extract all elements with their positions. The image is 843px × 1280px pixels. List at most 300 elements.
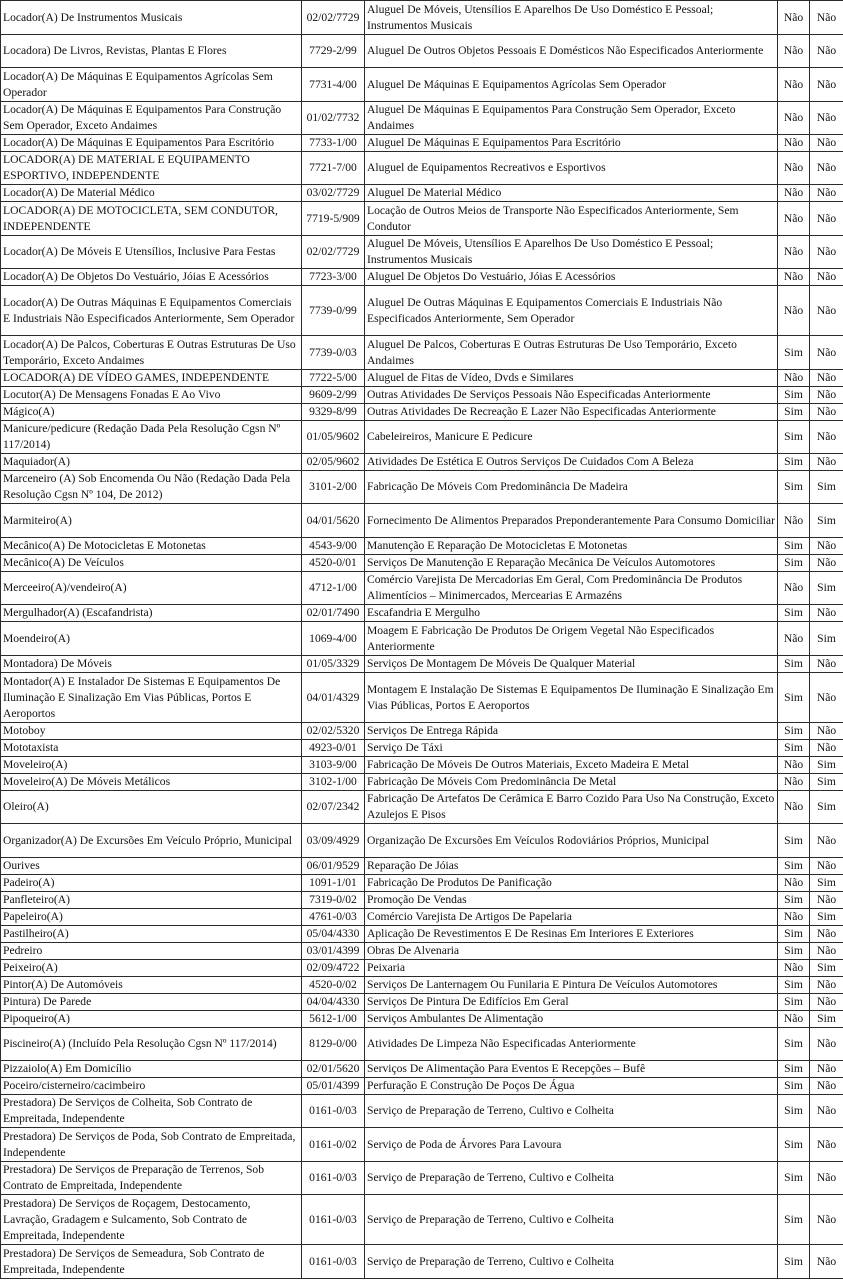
second-flag-cell: Não (810, 723, 843, 740)
occupation-cell: Moendeiro(A) (1, 622, 302, 656)
occupation-cell: Locador(A) De Material Médico (1, 185, 302, 202)
cnae-code-cell: 1069-4/00 (302, 622, 365, 656)
table-row (1, 1162, 843, 1195)
activity-cell: Locação de Outros Meios de Transporte Não Especificados Anteriormente, Sem Condutor (365, 202, 778, 236)
occupation-cell: Merceeiro(A)/vendeiro(A) (1, 572, 302, 605)
activity-cell: Aluguel De Palcos, Coberturas E Outras Estruturas De Uso Temporário, Exceto Andaimes (365, 336, 778, 370)
second-flag-cell: Não (810, 1095, 843, 1128)
occupation-cell: Locador(A) De Instrumentos Musicais (1, 1, 302, 35)
second-flag-cell: Não (810, 35, 843, 68)
table-row (1, 1128, 843, 1162)
second-flag-cell: Não (810, 202, 843, 236)
occupation-cell: Locador(A) De Máquinas E Equipamentos Para Escritório (1, 135, 302, 152)
second-flag-cell: Não (810, 977, 843, 994)
second-flag-cell: Não (810, 538, 843, 555)
occupation-cell: Maquiador(A) (1, 454, 302, 471)
table-row (1, 269, 843, 286)
occupation-cell: Mágico(A) (1, 404, 302, 421)
second-flag-cell: Não (810, 1195, 843, 1245)
table-row (1, 538, 843, 555)
second-flag-cell: Não (810, 454, 843, 471)
first-flag-cell: Não (778, 202, 810, 236)
first-flag-cell: Sim (778, 387, 810, 404)
activity-cell: Serviços De Pintura De Edifícios Em Geral (365, 994, 778, 1011)
second-flag-cell: Não (810, 1245, 843, 1279)
first-flag-cell: Não (778, 774, 810, 791)
occupation-cell: Montador(A) E Instalador De Sistemas E Equipamentos De Iluminação E Sinalização Em Vias Públicas, Portos E Aeroportos (1, 673, 302, 723)
cnae-code-cell: 3102-1/00 (302, 774, 365, 791)
cnae-code-cell: 8129-0/00 (302, 1028, 365, 1061)
first-flag-cell: Não (778, 960, 810, 977)
table-row (1, 152, 843, 185)
second-flag-cell: Não (810, 102, 843, 135)
table-row (1, 102, 843, 135)
activity-cell: Moagem E Fabricação De Produtos De Origem Vegetal Não Especificados Anteriormente (365, 622, 778, 656)
second-flag-cell: Não (810, 269, 843, 286)
table-row (1, 471, 843, 504)
table-row (1, 1095, 843, 1128)
first-flag-cell: Não (778, 185, 810, 202)
second-flag-cell: Não (810, 336, 843, 370)
second-flag-cell: Sim (810, 504, 843, 538)
second-flag-cell: Não (810, 673, 843, 723)
activity-cell: Fabricação De Móveis Com Predominância De Metal (365, 774, 778, 791)
cnae-code-cell: 01/05/3329 (302, 656, 365, 673)
second-flag-cell: Não (810, 185, 843, 202)
cnae-code-cell: 0161-0/02 (302, 1128, 365, 1162)
occupation-cell: Manicure/pedicure (Redação Dada Pela Resolução Cgsn Nº 117/2014) (1, 421, 302, 454)
second-flag-cell: Sim (810, 572, 843, 605)
cnae-code-cell: 03/02/7729 (302, 185, 365, 202)
cnae-code-cell: 7731-4/00 (302, 68, 365, 102)
table-row (1, 791, 843, 824)
activity-cell: Aluguel De Máquinas E Equipamentos Para Escritório (365, 135, 778, 152)
second-flag-cell: Não (810, 286, 843, 336)
occupation-cell: Mergulhador(A) (Escafandrista) (1, 605, 302, 622)
occupation-cell: Motoboy (1, 723, 302, 740)
second-flag-cell: Não (810, 858, 843, 875)
table-row (1, 622, 843, 656)
second-flag-cell: Não (810, 1128, 843, 1162)
first-flag-cell: Sim (778, 538, 810, 555)
activity-cell: Perfuração E Construção De Poços De Água (365, 1078, 778, 1095)
table-row (1, 572, 843, 605)
cnae-code-cell: 06/01/9529 (302, 858, 365, 875)
activity-cell: Outras Atividades De Serviços Pessoais Não Especificadas Anteriormente (365, 387, 778, 404)
activity-cell: Fabricação De Artefatos De Cerâmica E Barro Cozido Para Uso Na Construção, Exceto Azulejos E Pisos (365, 791, 778, 824)
second-flag-cell: Não (810, 1078, 843, 1095)
activity-cell: Aluguel De Material Médico (365, 185, 778, 202)
second-flag-cell: Sim (810, 774, 843, 791)
cnae-code-cell: 02/02/7729 (302, 236, 365, 269)
occupation-cell: Prestadora) De Serviços de Colheita, Sob Contrato de Empreitada, Independente (1, 1095, 302, 1128)
occupation-cell: LOCADOR(A) DE VÍDEO GAMES, INDEPENDENTE (1, 370, 302, 387)
second-flag-cell: Não (810, 943, 843, 960)
first-flag-cell: Sim (778, 858, 810, 875)
activity-cell: Aluguel De Outras Máquinas E Equipamentos Comerciais E Industriais Não Especificados Anteriormente, Sem Operador (365, 286, 778, 336)
table-row (1, 35, 843, 68)
first-flag-cell: Sim (778, 1095, 810, 1128)
occupation-cell: LOCADOR(A) DE MOTOCICLETA, SEM CONDUTOR, INDEPENDENTE (1, 202, 302, 236)
second-flag-cell: Sim (810, 622, 843, 656)
second-flag-cell: Sim (810, 875, 843, 892)
first-flag-cell: Sim (778, 1245, 810, 1279)
first-flag-cell: Não (778, 1, 810, 35)
second-flag-cell: Não (810, 740, 843, 757)
cnae-code-cell: 0161-0/03 (302, 1162, 365, 1195)
occupation-cell: Locutor(A) De Mensagens Fonadas E Ao Vivo (1, 387, 302, 404)
activity-cell: Serviço De Táxi (365, 740, 778, 757)
second-flag-cell: Não (810, 1061, 843, 1078)
first-flag-cell: Sim (778, 1078, 810, 1095)
activity-cell: Serviços De Lanternagem Ou Funilaria E Pintura De Veículos Automotores (365, 977, 778, 994)
occupation-cell: Locador(A) De Móveis E Utensílios, Inclusive Para Festas (1, 236, 302, 269)
occupation-cell: Prestadora) De Serviços de Poda, Sob Contrato de Empreitada, Independente (1, 1128, 302, 1162)
second-flag-cell: Sim (810, 1011, 843, 1028)
activity-cell: Serviço de Poda de Árvores Para Lavoura (365, 1128, 778, 1162)
table-row (1, 1061, 843, 1078)
first-flag-cell: Não (778, 35, 810, 68)
occupation-cell: Prestadora) De Serviços de Semeadura, Sob Contrato de Empreitada, Independente (1, 1245, 302, 1279)
cnae-code-cell: 4712-1/00 (302, 572, 365, 605)
table-row (1, 875, 843, 892)
second-flag-cell: Não (810, 656, 843, 673)
second-flag-cell: Sim (810, 757, 843, 774)
activity-cell: Serviço de Preparação de Terreno, Cultivo e Colheita (365, 1095, 778, 1128)
table-row (1, 68, 843, 102)
activity-cell: Serviços De Montagem De Móveis De Qualquer Material (365, 656, 778, 673)
table-row (1, 236, 843, 269)
table-row (1, 387, 843, 404)
occupation-cell: Locador(A) De Objetos Do Vestuário, Jóias E Acessórios (1, 269, 302, 286)
occupation-cell: Pintor(A) De Automóveis (1, 977, 302, 994)
first-flag-cell: Não (778, 135, 810, 152)
occupation-cell: Prestadora) De Serviços de Preparação de Terrenos, Sob Contrato de Empreitada, Independente (1, 1162, 302, 1195)
cnae-code-cell: 02/01/7490 (302, 605, 365, 622)
cnae-code-cell: 04/01/5620 (302, 504, 365, 538)
occupation-cell: Peixeiro(A) (1, 960, 302, 977)
activity-cell: Serviços De Alimentação Para Eventos E Recepções – Bufê (365, 1061, 778, 1078)
second-flag-cell: Não (810, 236, 843, 269)
second-flag-cell: Não (810, 370, 843, 387)
second-flag-cell: Não (810, 421, 843, 454)
occupation-cell: Mototaxista (1, 740, 302, 757)
activity-cell: Aluguel De Objetos Do Vestuário, Jóias E Acessórios (365, 269, 778, 286)
cnae-code-cell: 0161-0/03 (302, 1245, 365, 1279)
table-row (1, 454, 843, 471)
activity-cell: Manutenção E Reparação De Motocicletas E Motonetas (365, 538, 778, 555)
second-flag-cell: Não (810, 68, 843, 102)
occupation-cell: Marmiteiro(A) (1, 504, 302, 538)
activity-cell: Aluguel De Móveis, Utensílios E Aparelhos De Uso Doméstico E Pessoal; Instrumentos Musicais (365, 1, 778, 35)
second-flag-cell: Não (810, 1162, 843, 1195)
activity-cell: Aluguel De Outros Objetos Pessoais E Domésticos Não Especificados Anteriormente (365, 35, 778, 68)
cnae-code-cell: 04/01/4329 (302, 673, 365, 723)
table-row (1, 370, 843, 387)
occupation-cell: Prestadora) De Serviços de Roçagem, Destocamento, Lavração, Gradagem e Sulcamento, Sob Contrato de Empreitada, Independente (1, 1195, 302, 1245)
activity-cell: Aluguel de Equipamentos Recreativos e Esportivos (365, 152, 778, 185)
occupation-cell: Locador(A) De Máquinas E Equipamentos Agrícolas Sem Operador (1, 68, 302, 102)
table-row (1, 336, 843, 370)
cnae-code-cell: 4520-0/02 (302, 977, 365, 994)
cnae-code-cell: 7729-2/99 (302, 35, 365, 68)
first-flag-cell: Sim (778, 926, 810, 943)
activity-cell: Promoção De Vendas (365, 892, 778, 909)
activity-cell: Montagem E Instalação De Sistemas E Equipamentos De Iluminação E Sinalização Em Vias Públicas, Portos E Aeroportos (365, 673, 778, 723)
first-flag-cell: Sim (778, 656, 810, 673)
first-flag-cell: Sim (778, 673, 810, 723)
activity-cell: Serviços Ambulantes De Alimentação (365, 1011, 778, 1028)
occupation-cell: Mecânico(A) De Motocicletas E Motonetas (1, 538, 302, 555)
activity-cell: Escafandria E Mergulho (365, 605, 778, 622)
activity-cell: Organização De Excursões Em Veículos Rodoviários Próprios, Municipal (365, 824, 778, 858)
activity-cell: Aluguel De Máquinas E Equipamentos Agrícolas Sem Operador (365, 68, 778, 102)
cnae-code-cell: 7739-0/99 (302, 286, 365, 336)
table-row (1, 1011, 843, 1028)
cnae-code-cell: 04/04/4330 (302, 994, 365, 1011)
activity-cell: Fabricação De Móveis Com Predominância De Madeira (365, 471, 778, 504)
activity-cell: Serviços De Manutenção E Reparação Mecânica De Veículos Automotores (365, 555, 778, 572)
table-row (1, 1, 843, 35)
table-row (1, 994, 843, 1011)
cnae-code-cell: 3101-2/00 (302, 471, 365, 504)
table-row (1, 421, 843, 454)
occupation-cell: Ourives (1, 858, 302, 875)
first-flag-cell: Sim (778, 1128, 810, 1162)
second-flag-cell: Sim (810, 471, 843, 504)
cnae-code-cell: 4520-0/01 (302, 555, 365, 572)
second-flag-cell: Não (810, 555, 843, 572)
cnae-code-cell: 7722-5/00 (302, 370, 365, 387)
table-row (1, 555, 843, 572)
cnae-code-cell: 01/05/9602 (302, 421, 365, 454)
first-flag-cell: Sim (778, 1195, 810, 1245)
cnae-code-cell: 1091-1/01 (302, 875, 365, 892)
occupation-cell: Pipoqueiro(A) (1, 1011, 302, 1028)
second-flag-cell: Não (810, 892, 843, 909)
first-flag-cell: Sim (778, 471, 810, 504)
first-flag-cell: Sim (778, 977, 810, 994)
second-flag-cell: Não (810, 404, 843, 421)
first-flag-cell: Sim (778, 1162, 810, 1195)
first-flag-cell: Sim (778, 892, 810, 909)
activity-cell: Comércio Varejista De Mercadorias Em Geral, Com Predominância De Produtos Alimentícios – Minimercados, Mercearias E Armazéns (365, 572, 778, 605)
first-flag-cell: Não (778, 791, 810, 824)
second-flag-cell: Não (810, 152, 843, 185)
second-flag-cell: Sim (810, 791, 843, 824)
activity-cell: Aplicação De Revestimentos E De Resinas Em Interiores E Exteriores (365, 926, 778, 943)
activity-cell: Aluguel De Máquinas E Equipamentos Para Construção Sem Operador, Exceto Andaimes (365, 102, 778, 135)
second-flag-cell: Não (810, 994, 843, 1011)
first-flag-cell: Não (778, 757, 810, 774)
first-flag-cell: Não (778, 622, 810, 656)
occupation-cell: Locador(A) De Máquinas E Equipamentos Para Construção Sem Operador, Exceto Andaimes (1, 102, 302, 135)
first-flag-cell: Sim (778, 421, 810, 454)
occupation-cell: Montadora) De Móveis (1, 656, 302, 673)
cnae-code-cell: 05/04/4330 (302, 926, 365, 943)
first-flag-cell: Não (778, 1011, 810, 1028)
first-flag-cell: Sim (778, 404, 810, 421)
occupation-cell: Papeleiro(A) (1, 909, 302, 926)
cnae-code-cell: 4543-9/00 (302, 538, 365, 555)
second-flag-cell: Não (810, 605, 843, 622)
table-row (1, 943, 843, 960)
activity-cell: Comércio Varejista De Artigos De Papelaria (365, 909, 778, 926)
activity-cell: Fabricação De Produtos De Panificação (365, 875, 778, 892)
second-flag-cell: Não (810, 926, 843, 943)
occupation-cell: Locador(A) De Palcos, Coberturas E Outras Estruturas De Uso Temporário, Exceto Andaimes (1, 336, 302, 370)
table-row (1, 673, 843, 723)
cnae-code-cell: 02/02/7729 (302, 1, 365, 35)
activity-cell: Serviços De Entrega Rápida (365, 723, 778, 740)
activity-cell: Cabeleireiros, Manicure E Pedicure (365, 421, 778, 454)
first-flag-cell: Não (778, 504, 810, 538)
cnae-code-cell: 7721-7/00 (302, 152, 365, 185)
activity-cell: Aluguel De Móveis, Utensílios E Aparelhos De Uso Doméstico E Pessoal; Instrumentos Musicais (365, 236, 778, 269)
occupation-cell: Locador(A) De Outras Máquinas E Equipamentos Comerciais E Industriais Não Especificados Anteriormente, Sem Operador (1, 286, 302, 336)
cnae-code-cell: 02/09/4722 (302, 960, 365, 977)
first-flag-cell: Sim (778, 336, 810, 370)
cnae-code-cell: 03/09/4929 (302, 824, 365, 858)
second-flag-cell: Não (810, 135, 843, 152)
cnae-code-cell: 3103-9/00 (302, 757, 365, 774)
first-flag-cell: Sim (778, 824, 810, 858)
cnae-code-cell: 0161-0/03 (302, 1195, 365, 1245)
cnae-code-cell: 7319-0/02 (302, 892, 365, 909)
table-row (1, 774, 843, 791)
activity-cell: Atividades De Limpeza Não Especificadas Anteriormente (365, 1028, 778, 1061)
table-row (1, 1028, 843, 1061)
cnae-code-cell: 7739-0/03 (302, 336, 365, 370)
table-row (1, 404, 843, 421)
first-flag-cell: Não (778, 909, 810, 926)
first-flag-cell: Sim (778, 555, 810, 572)
cnae-code-cell: 7719-5/909 (302, 202, 365, 236)
second-flag-cell: Não (810, 387, 843, 404)
occupation-cell: Moveleiro(A) De Móveis Metálicos (1, 774, 302, 791)
second-flag-cell: Não (810, 1028, 843, 1061)
first-flag-cell: Sim (778, 605, 810, 622)
table-row (1, 656, 843, 673)
table-row (1, 858, 843, 875)
table-row (1, 1245, 843, 1279)
occupation-cell: Panfleteiro(A) (1, 892, 302, 909)
first-flag-cell: Sim (778, 740, 810, 757)
cnae-code-cell: 02/07/2342 (302, 791, 365, 824)
cnae-code-cell: 02/05/9602 (302, 454, 365, 471)
cnae-code-cell: 4923-0/01 (302, 740, 365, 757)
first-flag-cell: Sim (778, 943, 810, 960)
cnae-code-cell: 7733-1/00 (302, 135, 365, 152)
first-flag-cell: Sim (778, 1061, 810, 1078)
occupation-cell: Pedreiro (1, 943, 302, 960)
first-flag-cell: Não (778, 102, 810, 135)
occupation-cell: Piscineiro(A) (Incluído Pela Resolução Cgsn Nº 117/2014) (1, 1028, 302, 1061)
table-row (1, 960, 843, 977)
table-row (1, 824, 843, 858)
occupation-cell: Moveleiro(A) (1, 757, 302, 774)
activity-cell: Serviço de Preparação de Terreno, Cultivo e Colheita (365, 1245, 778, 1279)
activity-cell: Fabricação De Móveis De Outros Materiais, Exceto Madeira E Metal (365, 757, 778, 774)
occupation-cell: Padeiro(A) (1, 875, 302, 892)
table-row (1, 740, 843, 757)
table-row (1, 757, 843, 774)
occupation-cell: LOCADOR(A) DE MATERIAL E EQUIPAMENTO ESPORTIVO, INDEPENDENTE (1, 152, 302, 185)
first-flag-cell: Não (778, 875, 810, 892)
first-flag-cell: Não (778, 572, 810, 605)
cnae-code-cell: 02/01/5620 (302, 1061, 365, 1078)
first-flag-cell: Não (778, 286, 810, 336)
activity-cell: Serviço de Preparação de Terreno, Cultivo e Colheita (365, 1195, 778, 1245)
first-flag-cell: Não (778, 236, 810, 269)
table-row (1, 286, 843, 336)
second-flag-cell: Não (810, 824, 843, 858)
occupation-cell: Locadora) De Livros, Revistas, Plantas E Flores (1, 35, 302, 68)
cnae-code-cell: 9329-8/99 (302, 404, 365, 421)
cnae-code-cell: 7723-3/00 (302, 269, 365, 286)
cnae-code-cell: 01/02/7732 (302, 102, 365, 135)
first-flag-cell: Sim (778, 994, 810, 1011)
table-row (1, 135, 843, 152)
table-row (1, 1078, 843, 1095)
cnae-code-cell: 05/01/4399 (302, 1078, 365, 1095)
first-flag-cell: Sim (778, 1028, 810, 1061)
first-flag-cell: Não (778, 269, 810, 286)
first-flag-cell: Não (778, 68, 810, 102)
activity-cell: Aluguel de Fitas de Vídeo, Dvds e Similares (365, 370, 778, 387)
table-row (1, 723, 843, 740)
table-row (1, 202, 843, 236)
occupation-cell: Marceneiro (A) Sob Encomenda Ou Não (Redação Dada Pela Resolução Cgsn Nº 104, De 2012) (1, 471, 302, 504)
table-row (1, 909, 843, 926)
occupation-cell: Mecânico(A) De Veículos (1, 555, 302, 572)
table-row (1, 605, 843, 622)
cnae-code-cell: 0161-0/03 (302, 1095, 365, 1128)
activity-cell: Outras Atividades De Recreação E Lazer Não Especificadas Anteriormente (365, 404, 778, 421)
second-flag-cell: Sim (810, 909, 843, 926)
occupation-cell: Pastilheiro(A) (1, 926, 302, 943)
table-row (1, 926, 843, 943)
table-body (1, 1, 843, 1279)
cnae-code-cell: 02/02/5320 (302, 723, 365, 740)
occupation-cell: Oleiro(A) (1, 791, 302, 824)
activity-cell: Peixaria (365, 960, 778, 977)
table-row (1, 504, 843, 538)
occupation-cell: Poceiro/cisterneiro/cacimbeiro (1, 1078, 302, 1095)
occupation-cell: Pintura) De Parede (1, 994, 302, 1011)
table-row (1, 185, 843, 202)
table-row (1, 977, 843, 994)
cnae-code-cell: 03/01/4399 (302, 943, 365, 960)
table-row (1, 892, 843, 909)
first-flag-cell: Sim (778, 723, 810, 740)
first-flag-cell: Não (778, 152, 810, 185)
activity-cell: Obras De Alvenaria (365, 943, 778, 960)
activity-cell: Atividades De Estética E Outros Serviços De Cuidados Com A Beleza (365, 454, 778, 471)
second-flag-cell: Sim (810, 960, 843, 977)
second-flag-cell: Não (810, 1, 843, 35)
cnae-code-cell: 5612-1/00 (302, 1011, 365, 1028)
activity-cell: Fornecimento De Alimentos Preparados Preponderantemente Para Consumo Domiciliar (365, 504, 778, 538)
cnae-code-cell: 4761-0/03 (302, 909, 365, 926)
occupation-cell: Organizador(A) De Excursões Em Veículo Próprio, Municipal (1, 824, 302, 858)
table-row (1, 1195, 843, 1245)
activity-cell: Serviço de Preparação de Terreno, Cultivo e Colheita (365, 1162, 778, 1195)
first-flag-cell: Não (778, 370, 810, 387)
activity-cell: Reparação De Jóias (365, 858, 778, 875)
cnae-code-cell: 9609-2/99 (302, 387, 365, 404)
occupation-cell: Pizzaiolo(A) Em Domicílio (1, 1061, 302, 1078)
